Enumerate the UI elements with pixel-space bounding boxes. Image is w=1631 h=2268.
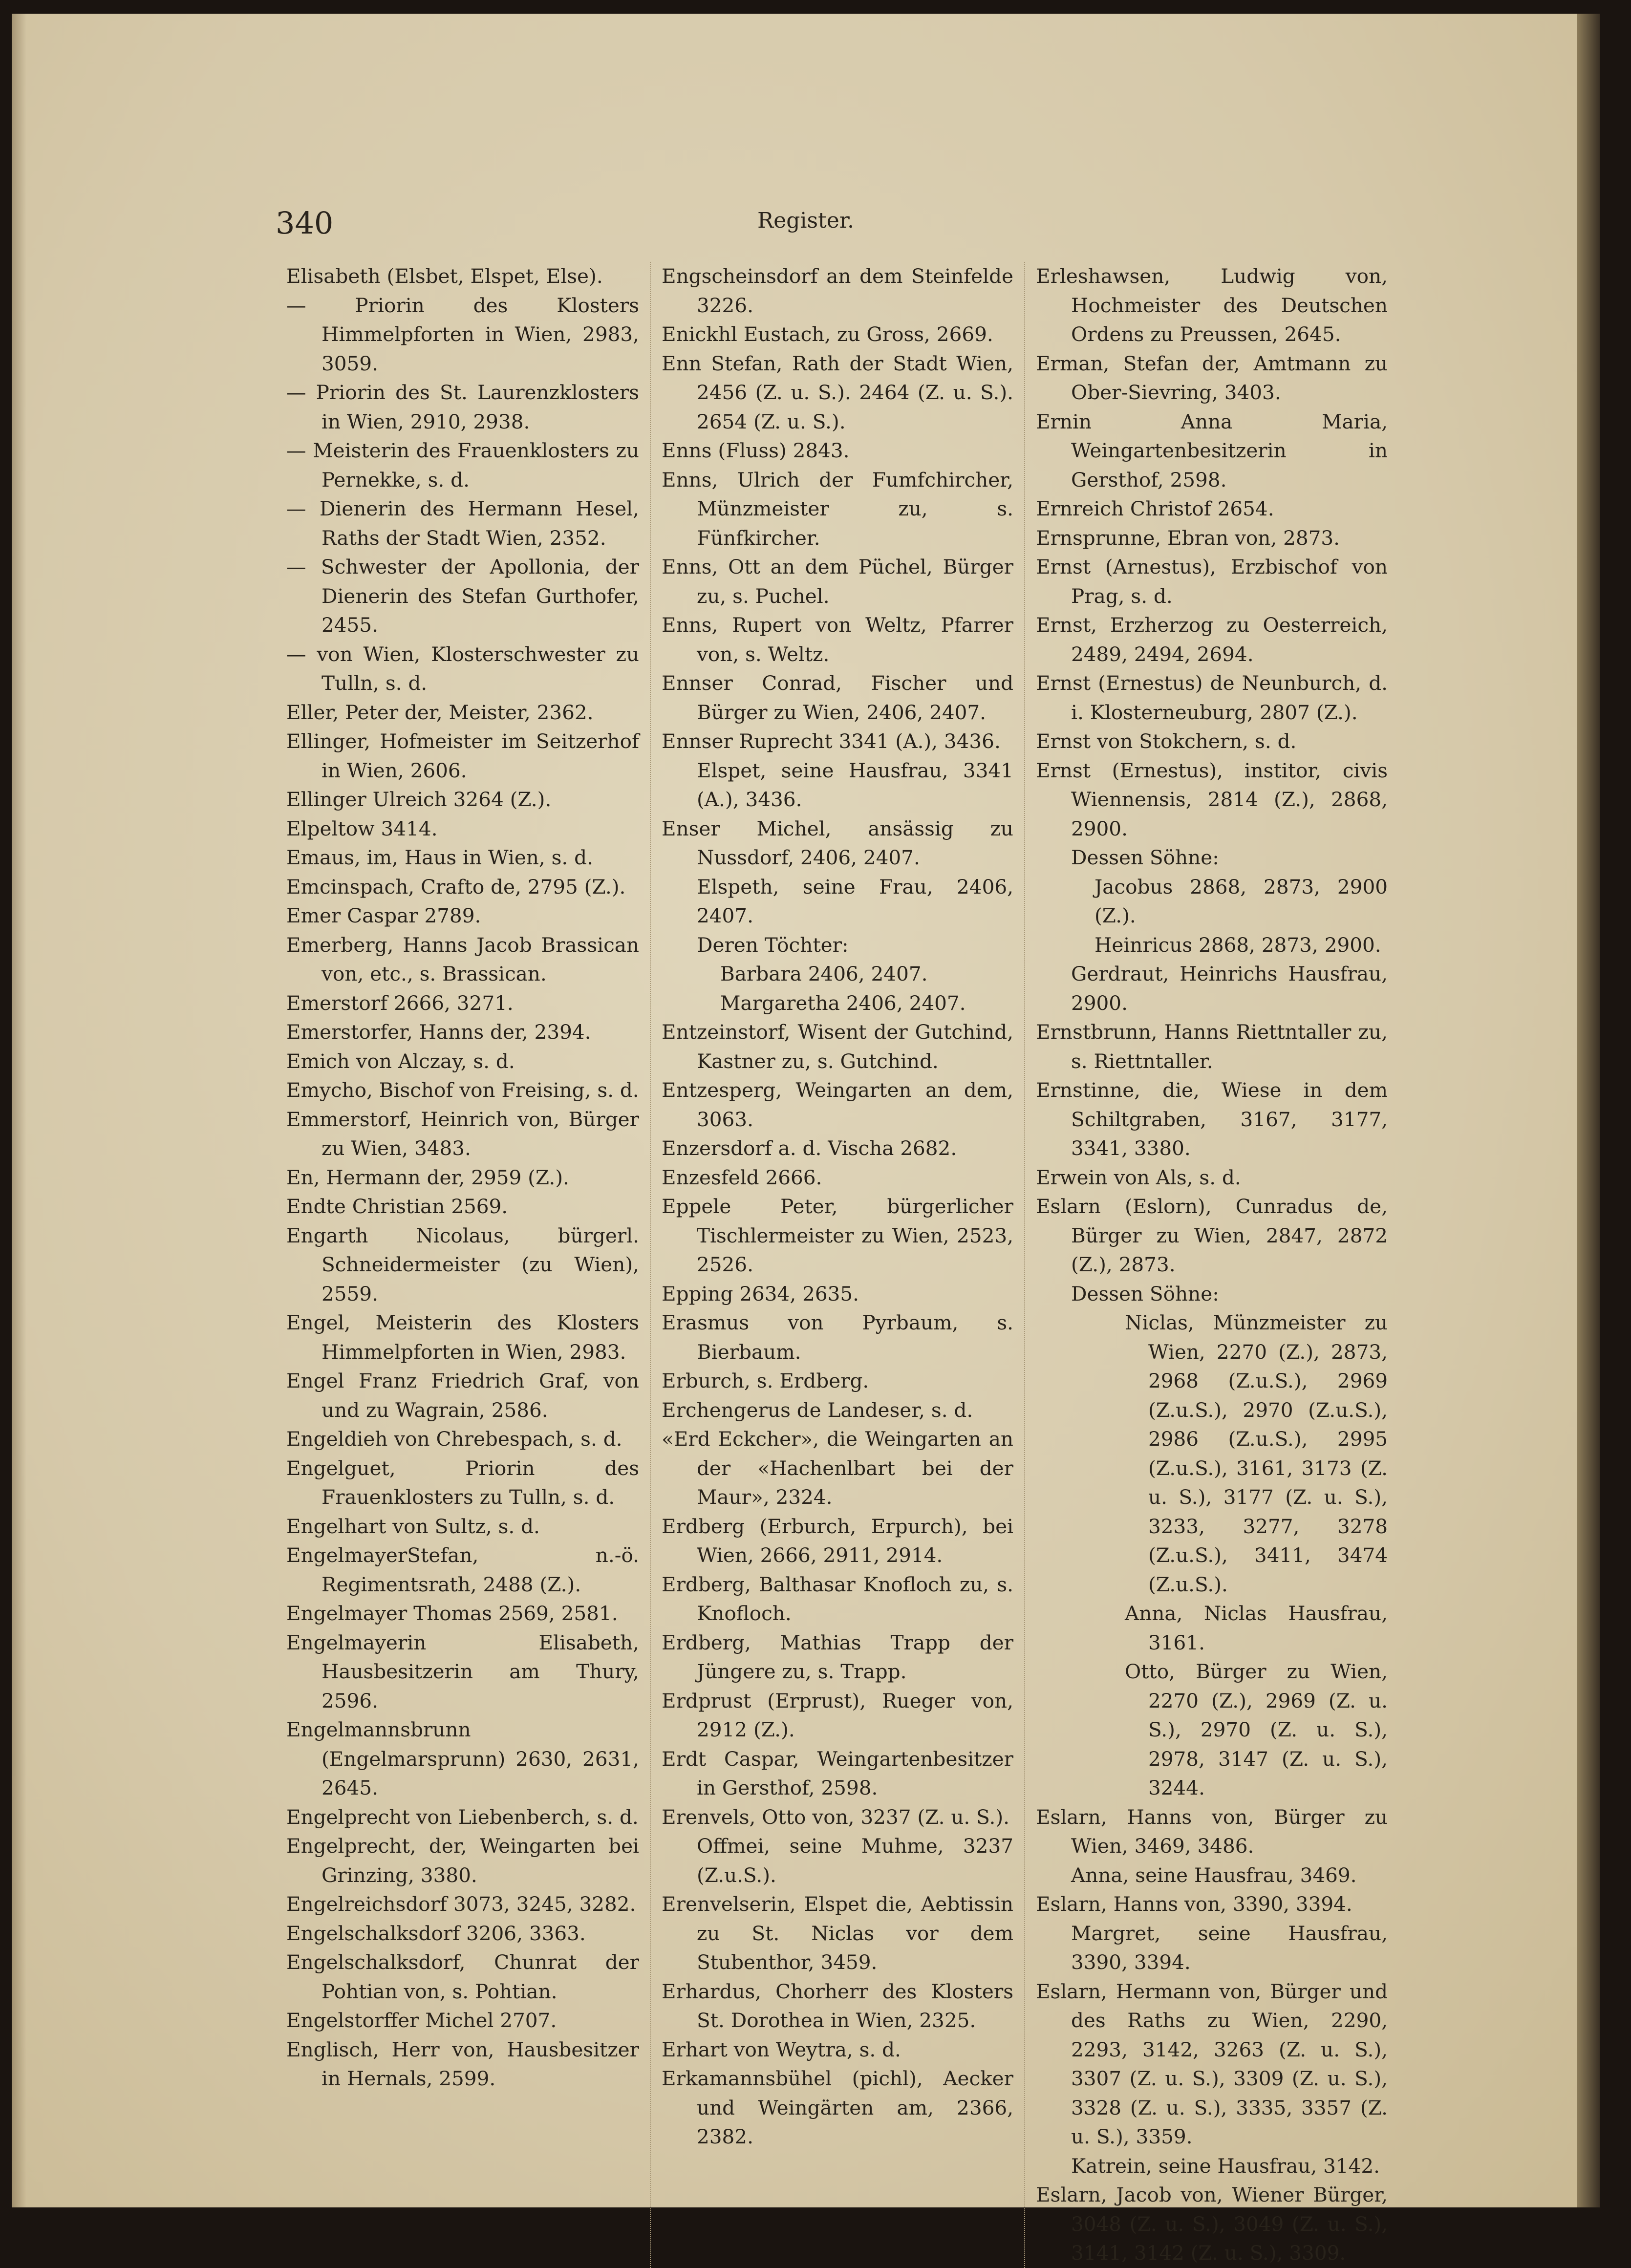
register-entry: Emaus, im, Haus in Wien, s. d.: [286, 846, 593, 869]
register-entry: Enickhl Eustach, zu Gross, 2669.: [662, 322, 993, 346]
register-entry: Eslarn, Hermann von, Bürger und des Raths zu Wien, 2290, 2293, 3142, 3263 (Z. u. S.), 3307 (Z. u. S.), 3309 (Z. u. S.), 3328 (Z. u. S.), 3335, 3357 (Z. u. S.), 3359.: [1036, 1979, 1388, 2148]
register-entry: En, Hermann der, 2959 (Z.).: [286, 1165, 569, 1189]
register-entry: Engelschalksdorf, Chunrat der Pohtian von, s. Pohtian.: [286, 1950, 639, 2003]
register-entry: Eslarn, Hanns von, 3390, 3394.: [1036, 1892, 1352, 1916]
register-entry: Eslarn (Eslorn), Cunradus de, Bürger zu Wien, 2847, 2872 (Z.), 2873.: [1036, 1195, 1388, 1276]
register-entry: «Erd Eckcher», die Weingarten an der «Hachenlbart bei der Maur», 2324.: [662, 1427, 1013, 1509]
register-columns: [276, 262, 1399, 2268]
register-entry: Engelhart von Sultz, s. d.: [286, 1514, 540, 1538]
register-entry: Ernst von Stokchern, s. d.: [1036, 729, 1297, 753]
register-entry: Engelprecht von Liebenberch, s. d.: [286, 1805, 639, 1829]
page-number: 340: [276, 205, 334, 241]
book-spine: [1577, 14, 1600, 2207]
register-entry: Ennser Ruprecht 3341 (A.), 3436.: [662, 729, 1001, 753]
register-entry: Ernsprunne, Ebran von, 2873.: [1036, 526, 1340, 550]
register-entry: Englisch, Herr von, Hausbesitzer in Hernals, 2599.: [286, 2037, 639, 2090]
register-entry: Emcinspach, Crafto de, 2795 (Z.).: [286, 875, 626, 899]
register-entry: Engelmayerin Elisabeth, Hausbesitzerin am Thury, 2596.: [286, 1630, 639, 1712]
register-entry: Deren Töchter:: [697, 933, 849, 957]
register-entry: Dessen Söhne:: [1071, 1282, 1219, 1305]
register-entry: Eslarn, Jacob von, Wiener Bürger, 3048 (Z. u. S.), 3049 (Z. u. S.), 3141, 3142 (Z. u. S.), 3309.: [1036, 2183, 1388, 2265]
register-entry: Engelmannsbrunn (Engelmarsprunn) 2630, 2631, 2645.: [286, 1718, 639, 1799]
register-entry: Engarth Nicolaus, bürgerl. Schneidermeister (zu Wien), 2559.: [286, 1223, 639, 1305]
register-entry: — Priorin des St. Laurenzklosters in Wien, 2910, 2938.: [286, 381, 639, 433]
register-entry: Elspet, seine Hausfrau, 3341 (A.), 3436.: [697, 758, 1013, 811]
register-entry: Margaretha 2406, 2407.: [720, 991, 966, 1015]
register-entry: Elisabeth (Elsbet, Elspet, Else).: [286, 264, 603, 288]
register-entry: Engelreichsdorf 3073, 3245, 3282.: [286, 1892, 636, 1916]
register-entry: Ennser Conrad, Fischer und Bürger zu Wien, 2406, 2407.: [662, 671, 1013, 724]
register-entry: Entzeinstorf, Wisent der Gutchind, Kastner zu, s. Gutchind.: [662, 1020, 1013, 1073]
register-entry: Gerdraut, Heinrichs Hausfrau, 2900.: [1071, 962, 1388, 1015]
register-entry: Anna, seine Hausfrau, 3469.: [1071, 1863, 1357, 1887]
register-entry: Enns, Rupert von Weltz, Pfarrer von, s. Weltz.: [662, 613, 1013, 666]
register-entry: Emerstorfer, Hanns der, 2394.: [286, 1020, 591, 1044]
register-entry: Entzesperg, Weingarten an dem, 3063.: [662, 1078, 1013, 1131]
register-entry: Engelguet, Priorin des Frauenklosters zu Tulln, s. d.: [286, 1456, 639, 1509]
register-entry: Engscheinsdorf an dem Steinfelde 3226.: [662, 264, 1013, 317]
register-entry: Emer Caspar 2789.: [286, 904, 481, 927]
register-entry: Ellinger, Hofmeister im Seitzerhof in Wien, 2606.: [286, 729, 639, 782]
register-entry: Epping 2634, 2635.: [662, 1282, 859, 1305]
register-entry: — Meisterin des Frauenklosters zu Pernekke, s. d.: [286, 439, 639, 492]
register-entry: Heinricus 2868, 2873, 2900.: [1094, 933, 1381, 957]
register-entry: Engelmayer Thomas 2569, 2581.: [286, 1602, 618, 1625]
register-entry: — Dienerin des Hermann Hesel, Raths der Stadt Wien, 2352.: [286, 497, 639, 550]
register-entry: Emich von Alczay, s. d.: [286, 1049, 515, 1073]
register-entry: Engelstorffer Michel 2707.: [286, 2009, 557, 2032]
register-column-left: [276, 262, 650, 2268]
register-entry: Ellinger Ulreich 3264 (Z.).: [286, 788, 552, 811]
register-entry: Margret, seine Hausfrau, 3390, 3394.: [1071, 1921, 1388, 1974]
page-edge-shadow: [12, 14, 26, 2207]
register-entry: Eppele Peter, bürgerlicher Tischlermeister zu Wien, 2523, 2526.: [662, 1195, 1013, 1276]
register-entry: Engelprecht, der, Weingarten bei Grinzing, 3380.: [286, 1834, 639, 1887]
register-entry: Enns (Fluss) 2843.: [662, 439, 850, 462]
register-entry: Erenvelserin, Elspet die, Aebtissin zu St. Niclas vor dem Stubenthor, 3459.: [662, 1892, 1013, 1974]
register-entry: Erman, Stefan der, Amtmann zu Ober-Sievring, 3403.: [1036, 351, 1388, 404]
register-entry: Enser Michel, ansässig zu Nussdorf, 2406, 2407.: [662, 816, 1013, 869]
register-entry: Ernst, Erzherzog zu Oesterreich, 2489, 2494, 2694.: [1036, 613, 1388, 666]
register-entry: — Schwester der Apollonia, der Dienerin des Stefan Gurthofer, 2455.: [286, 555, 639, 637]
register-entry: Erenvels, Otto von, 3237 (Z. u. S.).: [662, 1805, 1010, 1829]
register-entry: Erkamannsbühel (pichl), Aecker und Weingärten am, 2366, 2382.: [662, 2067, 1013, 2148]
register-entry: Emycho, Bischof von Freising, s. d.: [286, 1078, 639, 1102]
register-entry: Endte Christian 2569.: [286, 1195, 508, 1218]
register-entry: Enn Stefan, Rath der Stadt Wien, 2456 (Z. u. S.). 2464 (Z. u. S.). 2654 (Z. u. S.).: [662, 351, 1013, 433]
register-entry: Eller, Peter der, Meister, 2362.: [286, 700, 594, 724]
register-entry: Engel, Meisterin des Klosters Himmelpforten in Wien, 2983.: [286, 1311, 639, 1364]
register-entry: Erasmus von Pyrbaum, s. Bierbaum.: [662, 1311, 1013, 1364]
register-entry: Elpeltow 3414.: [286, 816, 438, 840]
register-entry: Enns, Ulrich der Fumfchircher, Münzmeister zu, s. Fünfkircher.: [662, 468, 1013, 550]
register-entry: Offmei, seine Muhme, 3237 (Z.u.S.).: [697, 1834, 1013, 1887]
register-entry: Engelschalksdorf 3206, 3363.: [286, 1921, 586, 1945]
register-entry: Emmerstorf, Heinrich von, Bürger zu Wien, 3483.: [286, 1107, 639, 1160]
register-entry: Erwein von Als, s. d.: [1036, 1165, 1241, 1189]
register-entry: Erburch, s. Erdberg.: [662, 1369, 869, 1392]
register-entry: Emerberg, Hanns Jacob Brassican von, etc., s. Brassican.: [286, 933, 639, 985]
register-entry: Erhardus, Chorherr des Klosters St. Dorothea in Wien, 2325.: [662, 1979, 1013, 2032]
register-entry: Ernst (Ernestus) de Neunburch, d. i. Klosterneuburg, 2807 (Z.).: [1036, 671, 1388, 724]
register-entry: Katrein, seine Hausfrau, 3142.: [1071, 2154, 1380, 2178]
register-entry: Eslarn, Hanns von, Bürger zu Wien, 3469, 3486.: [1036, 1805, 1388, 1858]
register-entry: Anna, Niclas Hausfrau, 3161.: [1125, 1602, 1388, 1654]
register-entry: Otto, Bürger zu Wien, 2270 (Z.), 2969 (Z. u. S.), 2970 (Z. u. S.), 2978, 3147 (Z. u. S.), 3244.: [1125, 1660, 1388, 1799]
register-entry: Erdberg, Balthasar Knofloch zu, s. Knofloch.: [662, 1572, 1013, 1625]
register-entry: Ernst (Ernestus), institor, civis Wiennensis, 2814 (Z.), 2868, 2900.: [1036, 758, 1388, 840]
register-entry: Erdberg (Erburch, Erpurch), bei Wien, 2666, 2911, 2914.: [662, 1514, 1013, 1567]
register-entry: Erleshawsen, Ludwig von, Hochmeister des Deutschen Ordens zu Preussen, 2645.: [1036, 264, 1388, 346]
register-column-right: [1024, 262, 1398, 2268]
register-entry: Erdprust (Erprust), Rueger von, 2912 (Z.).: [662, 1689, 1013, 1741]
register-entry: EngelmayerStefan, n.-ö. Regimentsrath, 2488 (Z.).: [286, 1543, 639, 1596]
register-entry: Erchengerus de Landeser, s. d.: [662, 1398, 973, 1422]
register-entry: Barbara 2406, 2407.: [720, 962, 928, 985]
register-entry: Dessen Söhne:: [1071, 846, 1219, 869]
register-entry: Engel Franz Friedrich Graf, von und zu Wagrain, 2586.: [286, 1369, 639, 1422]
register-entry: Enzesfeld 2666.: [662, 1165, 822, 1189]
book-page: [12, 14, 1600, 2265]
register-entry: Jacobus 2868, 2873, 2900 (Z.).: [1094, 875, 1388, 927]
register-entry: Erdt Caspar, Weingartenbesitzer in Gersthof, 2598.: [662, 1747, 1013, 1799]
register-entry: Ernstbrunn, Hanns Riettntaller zu, s. Riettntaller.: [1036, 1020, 1388, 1073]
register-entry: Erhart von Weytra, s. d.: [662, 2037, 901, 2061]
page-header: [276, 205, 1336, 244]
register-entry: — von Wien, Klosterschwester zu Tulln, s. d.: [286, 642, 639, 695]
register-entry: Niclas, Münzmeister zu Wien, 2270 (Z.), 2873, 2968 (Z.u.S.), 2969 (Z.u.S.), 2970 (Z.u.S.), 2986 (Z.u.S.), 2995 (Z.u.S.), 3161, 3173 (Z. u. S.), 3177 (Z. u. S.), 3233, 3277, 3278 (Z.u.S.), 3411, 3474 (Z.u.S.).: [1125, 1311, 1388, 1596]
register-entry: Ernst (Arnestus), Erzbischof von Prag, s. d.: [1036, 555, 1388, 608]
register-entry: Ernstinne, die, Wiese in dem Schiltgraben, 3167, 3177, 3341, 3380.: [1036, 1078, 1388, 1160]
running-title: Register.: [757, 208, 854, 233]
register-entry: Ernin Anna Maria, Weingartenbesitzerin in Gersthof, 2598.: [1036, 409, 1388, 492]
register-entry: Erdberg, Mathias Trapp der Jüngere zu, s. Trapp.: [662, 1630, 1013, 1683]
register-entry: — Priorin des Klosters Himmelpforten in Wien, 2983, 3059.: [286, 293, 639, 375]
register-entry: Elspeth, seine Frau, 2406, 2407.: [697, 875, 1013, 927]
register-entry: Enns, Ott an dem Püchel, Bürger zu, s. Puchel.: [662, 555, 1013, 608]
register-column-middle: [650, 262, 1024, 2268]
register-entry: Enzersdorf a. d. Vischa 2682.: [662, 1136, 957, 1160]
register-entry: Engeldieh von Chrebespach, s. d.: [286, 1427, 622, 1451]
register-entry: Emerstorf 2666, 3271.: [286, 991, 514, 1015]
register-entry: Ernreich Christof 2654.: [1036, 497, 1274, 520]
